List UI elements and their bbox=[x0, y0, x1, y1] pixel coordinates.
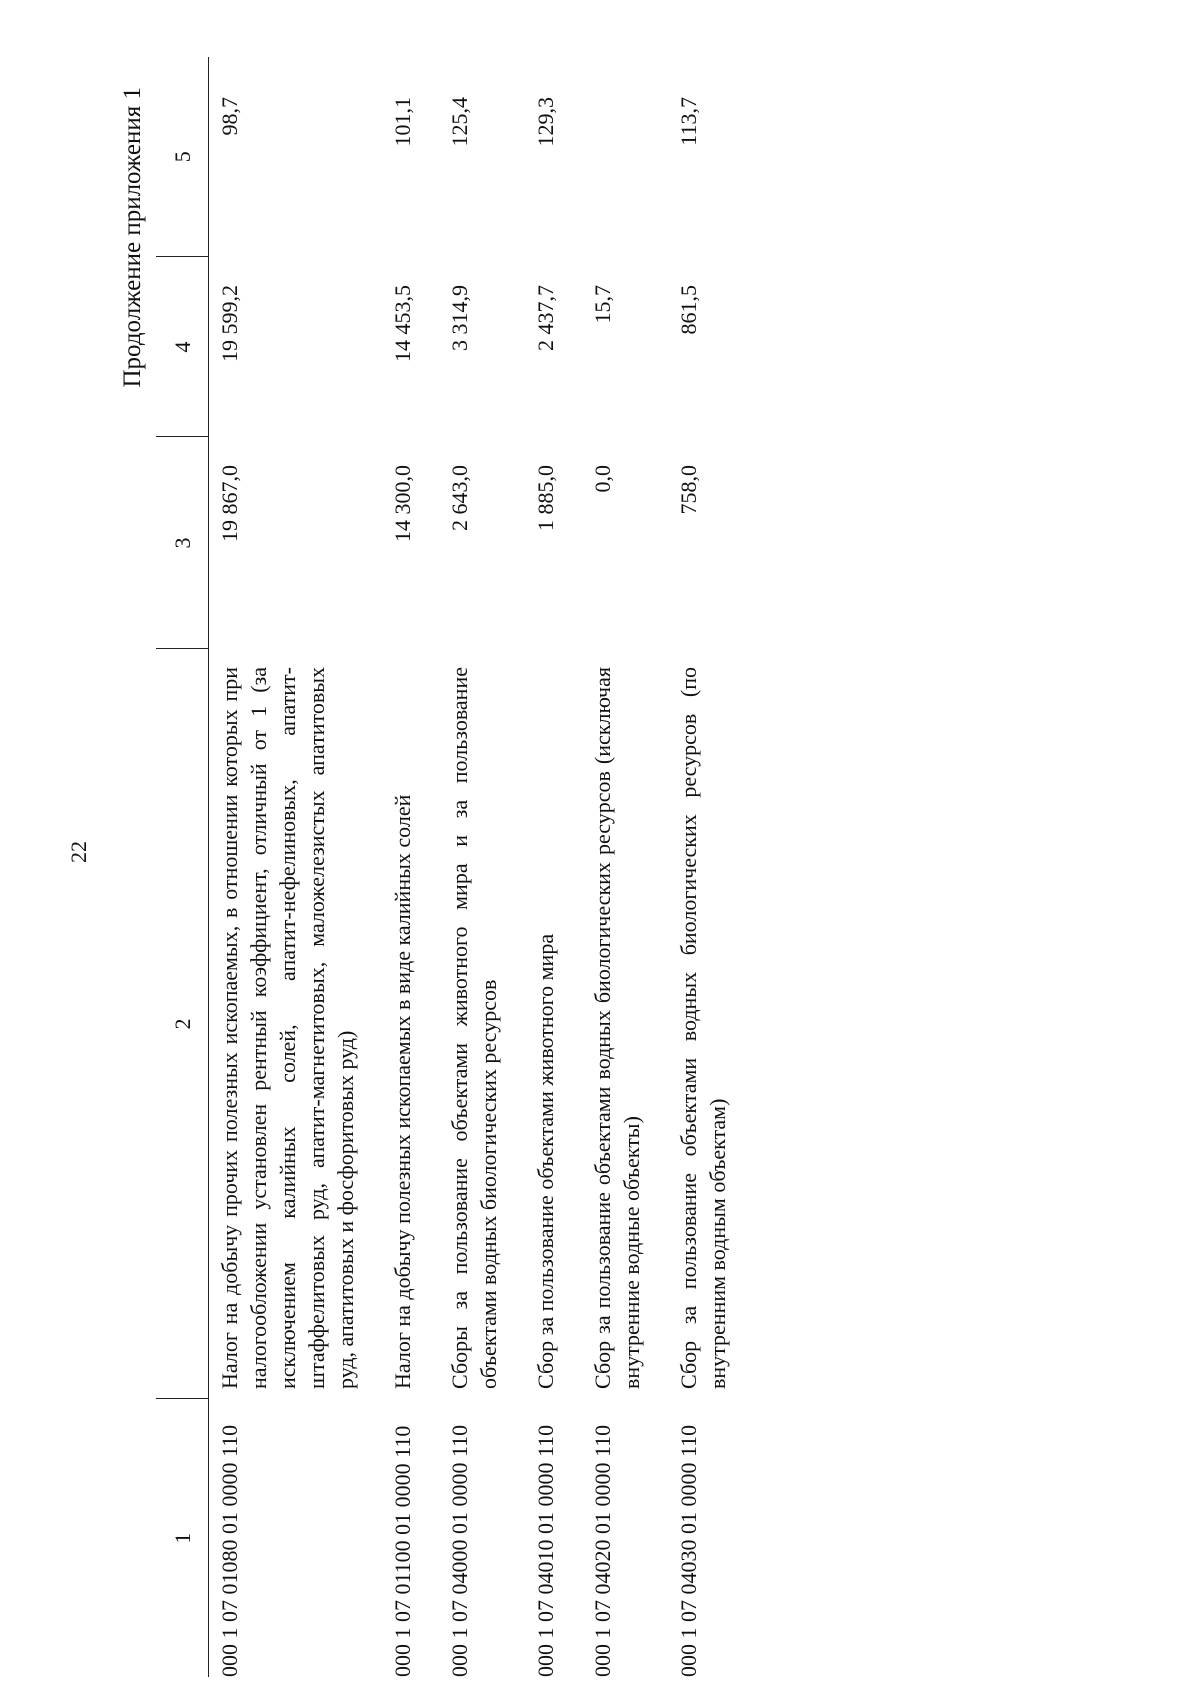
row-percent: 125,4 bbox=[447, 97, 472, 147]
row-code: 000 1 07 04020 01 0000 110 bbox=[590, 1424, 615, 1677]
table-row bbox=[382, 57, 417, 1677]
page-number: 22 bbox=[66, 841, 91, 863]
row-percent: 101,1 bbox=[390, 97, 415, 147]
header-col-3: 3 bbox=[156, 437, 209, 649]
row-code: 000 1 07 04010 01 0000 110 bbox=[533, 1424, 558, 1677]
row-percent: 98,7 bbox=[217, 97, 242, 136]
table-row bbox=[439, 57, 503, 1677]
row-plan: 0,0 bbox=[590, 465, 615, 493]
header-col-4: 4 bbox=[156, 257, 209, 437]
row-plan: 19 867,0 bbox=[217, 465, 242, 542]
row-code: 000 1 07 04000 01 0000 110 bbox=[447, 1424, 472, 1677]
row-fact: 14 453,5 bbox=[390, 285, 415, 362]
table-row bbox=[525, 57, 560, 1677]
continuation-title: Продолжение приложения 1 bbox=[119, 87, 146, 388]
row-plan: 1 885,0 bbox=[533, 465, 558, 531]
row-fact: 3 314,9 bbox=[447, 285, 472, 351]
header-col-1: 1 bbox=[156, 1399, 209, 1677]
row-plan: 14 300,0 bbox=[390, 465, 415, 542]
budget-table bbox=[156, 57, 732, 1677]
row-code: 000 1 07 01100 01 0000 110 bbox=[390, 1425, 415, 1677]
row-percent bbox=[582, 57, 646, 257]
row-fact: 2 437,7 bbox=[533, 285, 558, 351]
row-name: Сбор за пользование объектами животного мира bbox=[533, 933, 558, 1389]
header-col-2: 2 bbox=[156, 649, 209, 1399]
row-code: 000 1 07 04030 01 0000 110 bbox=[676, 1424, 701, 1677]
row-percent: 113,7 bbox=[676, 97, 701, 146]
table-header-row bbox=[156, 57, 209, 1677]
row-name: Сборы за пользование объектами животного мира и за пользование объектами водных биологических ресурсов bbox=[447, 667, 501, 1389]
row-plan: 758,0 bbox=[676, 465, 701, 515]
row-fact: 861,5 bbox=[676, 285, 701, 335]
table-row bbox=[209, 57, 361, 1677]
row-plan: 2 643,0 bbox=[447, 465, 472, 531]
row-name: Сбор за пользование объектами водных биологических ресурсов (по внутренним водным объектам) bbox=[676, 667, 730, 1389]
header-col-5: 5 bbox=[156, 57, 209, 257]
row-name: Налог на добычу прочих полезных ископаемых, в отношении которых при налогообложении установлен рентный коэффициент, отличный от 1 (за исключением калийных солей, апатит-нефелиновых, апатит-штаффелитовых руд, апатит-магнетитовых, маложелезистых апатитовых руд, апатитовых и фосфоритовых руд) bbox=[217, 667, 358, 1389]
row-name: Сбор за пользование объектами водных биологических ресурсов (исключая внутренние водные объекты) bbox=[590, 667, 644, 1389]
row-name: Налог на добычу полезных ископаемых в виде калийных солей bbox=[390, 794, 415, 1389]
row-fact: 19 599,2 bbox=[217, 285, 242, 362]
row-fact: 15,7 bbox=[590, 285, 615, 324]
row-code: 000 1 07 01080 01 0000 110 bbox=[217, 1424, 242, 1677]
table-row bbox=[668, 57, 732, 1677]
table-row bbox=[582, 57, 646, 1677]
row-percent: 129,3 bbox=[533, 97, 558, 147]
